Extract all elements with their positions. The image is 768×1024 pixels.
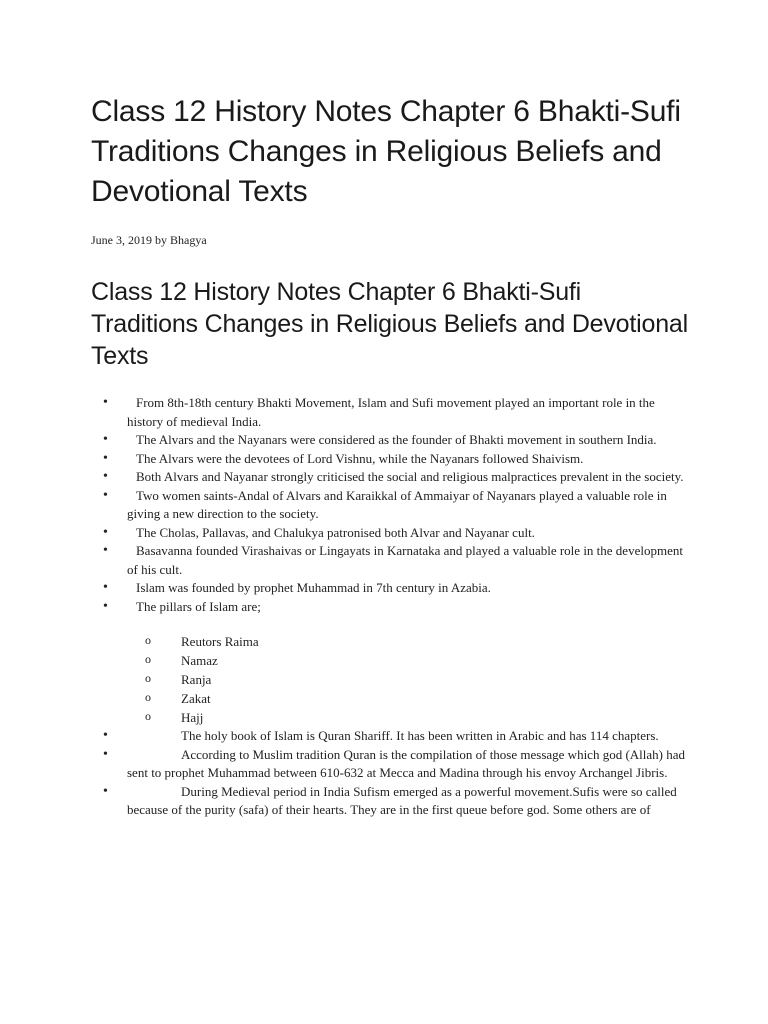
list-item: • The Alvars were the devotees of Lord Vishnu, while the Nayanars followed Shaivism.: [91, 450, 691, 469]
sub-list-item: o Hajj: [91, 708, 691, 727]
sub-list-item: o Zakat: [91, 689, 691, 708]
list-item: • Basavanna founded Virashaivas or Lingayats in Karnataka and played a valuable role in the development of his cult.: [91, 542, 691, 579]
sub-list-item: o Reutors Raima: [91, 632, 691, 651]
post-date[interactable]: June 3, 2019: [91, 233, 152, 247]
list-item: • From 8th-18th century Bhakti Movement, Islam and Sufi movement played an important role in the history of medieval India.: [91, 394, 691, 431]
sub-list-item: o Ranja: [91, 670, 691, 689]
list-item: • Islam was founded by prophet Muhammad in 7th century in Azabia.: [91, 579, 691, 598]
list-item: • The Alvars and the Nayanars were considered as the founder of Bhakti movement in southern India.: [91, 431, 691, 450]
list-item: • The Cholas, Pallavas, and Chalukya patronised both Alvar and Nayanar cult.: [91, 524, 691, 543]
post-meta: [91, 232, 691, 248]
pillars-list: [91, 632, 691, 727]
page-title: Class 12 History Notes Chapter 6 Bhakti-Sufi Traditions Changes in Religious Beliefs and Devotional Texts: [91, 95, 681, 208]
list-item: • The holy book of Islam is Quran Shariff. It has been written in Arabic and has 114 chapters.: [91, 727, 691, 746]
list-item: • During Medieval period in India Sufism emerged as a powerful movement.Sufis were so called because of the purity (safa) of their hearts. They are in the first queue before god. Some others are of: [91, 783, 691, 820]
post-author[interactable]: Bhagya: [170, 233, 207, 247]
sub-list-item: o Namaz: [91, 651, 691, 670]
section-heading: Class 12 History Notes Chapter 6 Bhakti-Sufi Traditions Changes in Religious Beliefs and Devotional Texts: [91, 278, 688, 370]
notes-list: [91, 394, 691, 616]
list-item: • According to Muslim tradition Quran is the compilation of those message which god (Allah) had sent to prophet Muhammad between 610-632 at Mecca and Madina through his envoy Archangel Jibris.: [91, 746, 691, 783]
by-label: by: [155, 233, 167, 247]
list-item: • Both Alvars and Nayanar strongly criticised the social and religious malpractices prevalent in the society.: [91, 468, 691, 487]
article: [91, 92, 691, 820]
notes-list-continued: [91, 727, 691, 820]
list-item: • Two women saints-Andal of Alvars and Karaikkal of Ammaiyar of Nayanars played a valuable role in giving a new direction to the society.: [91, 487, 691, 524]
list-item: • The pillars of Islam are;: [91, 598, 691, 617]
